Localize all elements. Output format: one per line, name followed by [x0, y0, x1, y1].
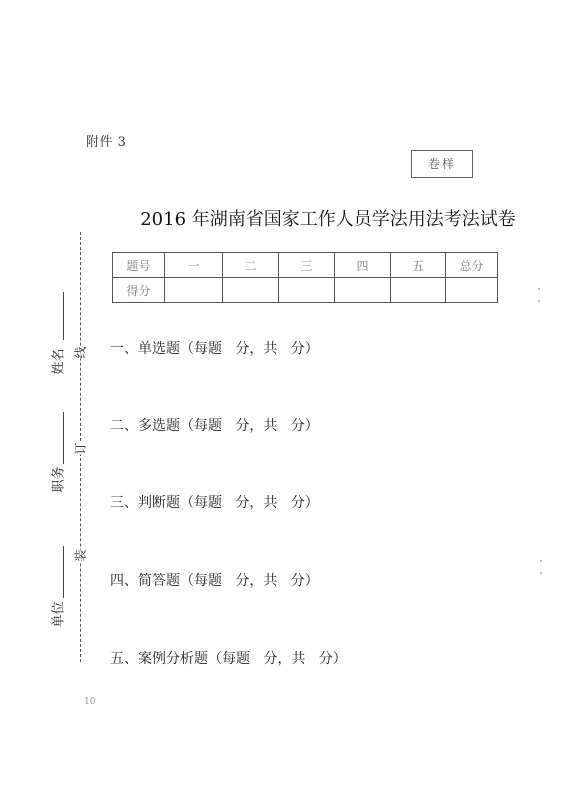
score-header-cell: 总分 [446, 253, 498, 278]
scan-speck [538, 288, 540, 290]
score-cell[interactable] [446, 278, 498, 303]
field-label-position: 职务 [51, 466, 67, 493]
score-cell[interactable] [279, 278, 335, 303]
score-cell[interactable] [335, 278, 391, 303]
page-number: 10 [84, 697, 96, 707]
field-label-name: 姓名 [51, 348, 67, 375]
section-true-false: 三、判断题（每题 分，共 分） [110, 495, 319, 511]
section-multiple-choice: 二、多选题（每题 分，共 分） [110, 418, 319, 434]
scan-speck [540, 572, 542, 574]
position-field-line[interactable] [63, 412, 64, 464]
score-header-cell: 五 [391, 253, 446, 278]
binding-char-zhuang: 装 [70, 549, 91, 561]
score-cell[interactable] [391, 278, 446, 303]
section-short-answer: 四、简答题（每题 分，共 分） [110, 573, 319, 589]
binding-char-xian: 线 [70, 346, 91, 358]
name-field-line[interactable] [63, 292, 64, 340]
score-header-cell: 题号 [113, 253, 165, 278]
page-title [0, 205, 566, 231]
unit-field-line[interactable] [63, 546, 64, 598]
score-header-cell: 三 [279, 253, 335, 278]
score-table [112, 252, 498, 303]
section-single-choice: 一、单选题（每题 分，共 分） [110, 341, 319, 357]
score-cell[interactable] [165, 278, 223, 303]
score-cell[interactable] [223, 278, 279, 303]
attachment-label: 附件 3 [86, 135, 127, 150]
title-text: 2016 年湖南省国家工作人员学法用法考法试卷 [140, 209, 516, 230]
score-row-label: 得分 [113, 278, 165, 303]
sample-stamp: 卷样 [411, 150, 473, 178]
score-header-cell: 四 [335, 253, 391, 278]
field-label-unit: 单位 [51, 601, 67, 628]
score-header-cell: 二 [223, 253, 279, 278]
scan-speck [540, 560, 542, 562]
score-header-cell: 一 [165, 253, 223, 278]
score-table-score-row [113, 278, 498, 303]
binding-char-ding: 订 [70, 442, 91, 454]
score-table-header-row [113, 253, 498, 278]
section-case-analysis: 五、案例分析题（每题 分，共 分） [110, 651, 347, 667]
scan-speck [538, 300, 540, 302]
